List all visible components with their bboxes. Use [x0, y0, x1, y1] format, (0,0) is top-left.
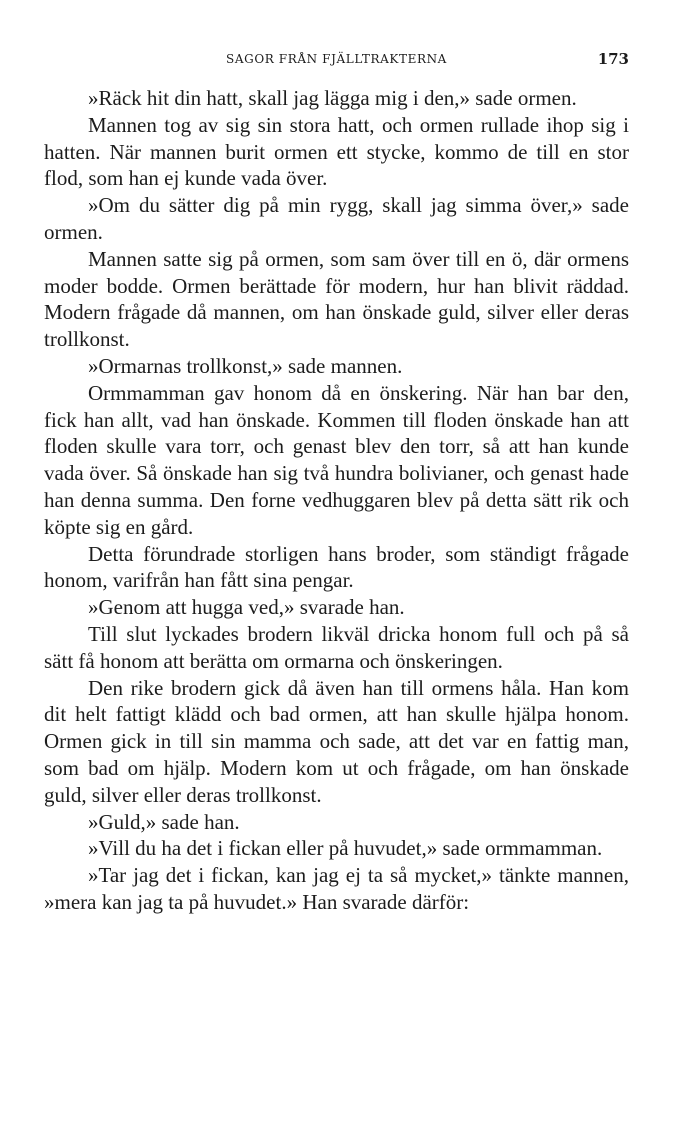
paragraph: »Genom att hugga ved,» svarade han. — [88, 595, 405, 620]
paragraph: Mannen tog av sig sin stora hatt, och ormen rullade ihop sig i hatten. När mannen burit ormen ett stycke, kommo de till en stor flod, som han ej kunde vada över. — [44, 112, 629, 191]
running-title: SAGOR FRÅN FJÄLLTRAKTERNA — [226, 52, 447, 66]
body-text — [44, 85, 629, 916]
paragraph: »Ormarnas trollkonst,» sade mannen. — [88, 353, 403, 378]
paragraph: Mannen satte sig på ormen, som sam över till en ö, där ormens moder bodde. Ormen berättade för modern, hur han blivit räddad. Modern frågade då mannen, om han önskade guld, silver eller deras trollkonst. — [44, 246, 629, 352]
paragraph: Ormmamman gav honom då en önskering. När han bar den, fick han allt, vad han önskade. Kommen till floden önskade han att floden skulle vara torr, och genast blev den torr, så att han kunde vada över. Så önskade han sig två hundra bolivianer, och genast hade han denna summa. Den forne vedhuggaren blev på detta sätt rik och köpte sig en gård. — [44, 380, 629, 539]
paragraph: »Vill du ha det i fickan eller på huvudet,» sade ormmamman. — [88, 836, 603, 861]
paragraph: Den rike brodern gick då även han till ormens håla. Han kom dit helt fattigt klädd och bad ormen, att han skulle hjälpa honom. Ormen gick in till sin mamma och sade, att det var en fattig man, som bad om hjälp. Modern kom ut och frågade, om han önskade guld, silver eller deras trollkonst. — [44, 675, 629, 807]
paragraph: »Om du sätter dig på min rygg, skall jag simma över,» sade ormen. — [44, 193, 629, 244]
paragraph: »Tar jag det i fickan, kan jag ej ta så mycket,» tänkte mannen, »mera kan jag ta på huvudet.» Han svarade därför: — [44, 863, 629, 914]
paragraph: »Guld,» sade han. — [88, 809, 240, 834]
paragraph: Detta förundrade storligen hans broder, som ständigt frågade honom, varifrån han fått sina pengar. — [44, 541, 629, 593]
page-number: 173 — [597, 50, 629, 68]
running-header — [44, 48, 629, 70]
paragraph: Till slut lyckades brodern likväl dricka honom full och på så sätt få honom att berätta om ormarna och önskeringen. — [44, 621, 629, 673]
paragraph: »Räck hit din hatt, skall jag lägga mig i den,» sade ormen. — [88, 86, 577, 110]
